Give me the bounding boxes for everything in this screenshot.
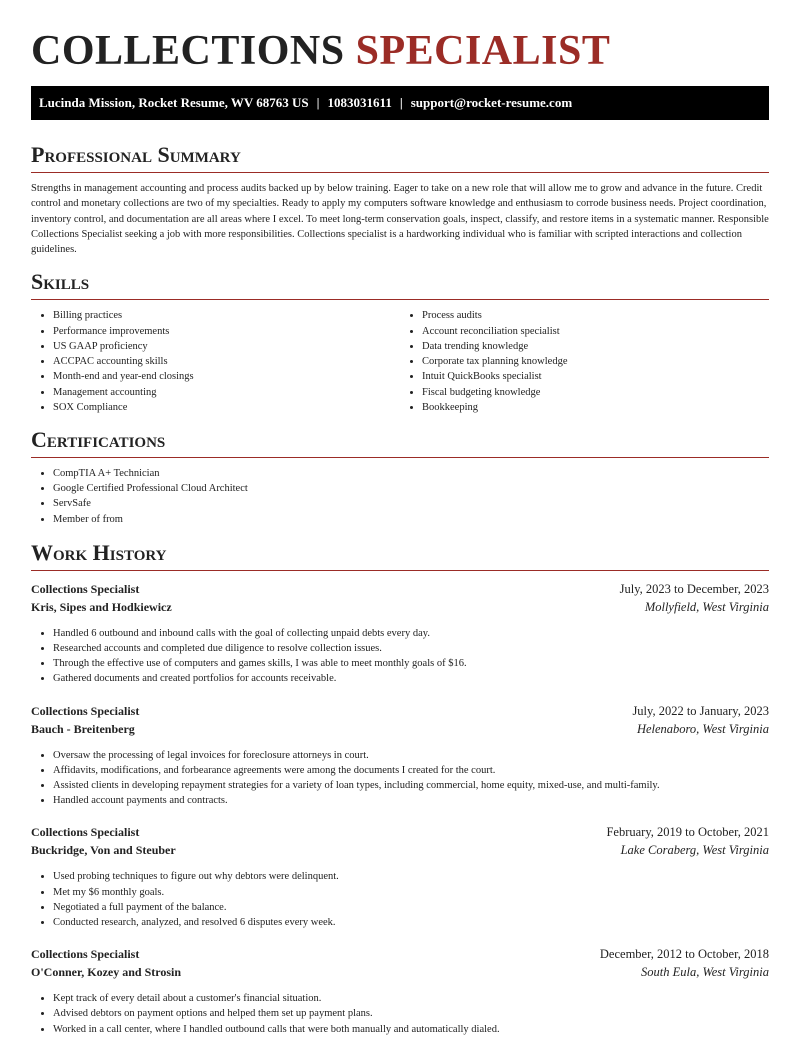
- skills-list-right: [400, 308, 769, 414]
- job-dates: July, 2023 to December, 2023: [619, 581, 769, 596]
- job-dates: December, 2012 to October, 2018: [599, 947, 769, 962]
- skill-item: • Intuit QuickBooks specialist: [422, 369, 769, 384]
- title-accent: SPECIALIST: [355, 28, 611, 74]
- summary-heading: Professional Summary: [31, 142, 769, 173]
- job-header-row: [31, 823, 769, 841]
- job-dates: July, 2022 to January, 2023: [632, 703, 769, 718]
- job-bullet: • Through the effective use of computers and games skills, I was able to meet monthly goals of $16.: [53, 656, 769, 671]
- contact-address: Lucinda Mission, Rocket Resume, WV 68763 US: [39, 95, 309, 110]
- job-bullet: • Affidavits, modifications, and forbearance agreements were among the documents I created for the court.: [53, 763, 769, 778]
- skill-item: • Performance improvements: [53, 324, 400, 339]
- skill-item: • Data trending knowledge: [422, 339, 769, 354]
- skill-item: • Management accounting: [53, 385, 400, 400]
- job-bullets: [31, 626, 769, 687]
- job-bullet: • Worked in a call center, where I handled outbound calls that were both manually and automatically dialed.: [53, 1022, 769, 1037]
- job-company-row: [31, 963, 769, 981]
- job-company-row: [31, 841, 769, 859]
- skills-heading: Skills: [31, 269, 769, 300]
- contact-separator: |: [316, 95, 320, 110]
- skill-item: • Process audits: [422, 308, 769, 323]
- job-entry: [31, 945, 769, 1037]
- certification-item: • Google Certified Professional Cloud Architect: [53, 481, 769, 496]
- job-bullet: • Met my $6 monthly goals.: [53, 885, 769, 900]
- job-bullet: • Conducted research, analyzed, and resolved 6 disputes every week.: [53, 915, 769, 930]
- job-bullet: • Assisted clients in developing repayment strategies for a variety of loan types, including commercial, home equity, mixed-use, and multi-family.: [53, 778, 769, 793]
- job-bullets: [31, 991, 769, 1037]
- skills-column-left: [31, 308, 400, 414]
- job-title: Collections Specialist: [31, 581, 140, 596]
- job-bullets: [31, 748, 769, 809]
- skill-item: • Account reconciliation specialist: [422, 324, 769, 339]
- certifications-heading: Certifications: [31, 427, 769, 458]
- job-company-row: [31, 598, 769, 616]
- job-entry: [31, 702, 769, 809]
- job-dates: February, 2019 to October, 2021: [606, 825, 769, 840]
- skills-column-right: [400, 308, 769, 414]
- job-title: Collections Specialist: [31, 825, 140, 840]
- job-location: Lake Coraberg, West Virginia: [620, 843, 769, 858]
- job-company-row: [31, 720, 769, 738]
- skills-list-left: [31, 308, 400, 414]
- certification-item: • CompTIA A+ Technician: [53, 466, 769, 481]
- job-bullet: • Oversaw the processing of legal invoices for foreclosure attorneys in court.: [53, 748, 769, 763]
- job-location: Mollyfield, West Virginia: [644, 599, 769, 614]
- job-bullets: [31, 869, 769, 930]
- job-company: Buckridge, Von and Steuber: [31, 843, 176, 858]
- job-header-row: [31, 580, 769, 598]
- job-bullet: • Handled 6 outbound and inbound calls with the goal of collecting unpaid debts every day.: [53, 626, 769, 641]
- job-location: Helenaboro, West Virginia: [636, 721, 769, 736]
- job-bullet: • Negotiated a full payment of the balance.: [53, 900, 769, 915]
- job-location: South Eula, West Virginia: [640, 965, 769, 980]
- contact-email[interactable]: support@rocket-resume.com: [410, 95, 573, 110]
- summary-text: Strengths in management accounting and process audits backed up by below training. Eager to take on a new role that will allow me to grow and advance in the future. Credit control and monetary collections are two of my specialties. Ready to apply my computers software knowledge and enthusiasm to corrode business needs. Project coordination, inventory control, and documentation are all areas where I excel. To meet long-term conservation goals, inspect, classify, and restore items in a systematic manner. Responsible Collections Specialist seeking a job with more responsibilities. Collections specialist is a hardworking individual who is familiar with scripted interactions and collection guidelines.: [31, 183, 769, 256]
- skill-item: • Bookkeeping: [422, 400, 769, 415]
- job-bullet: • Handled account payments and contracts.: [53, 793, 769, 808]
- resume-title: [31, 0, 769, 78]
- certifications-list: [31, 466, 769, 527]
- skill-item: • ACCPAC accounting skills: [53, 354, 400, 369]
- skill-item: • Billing practices: [53, 308, 400, 323]
- certification-item: • ServSafe: [53, 496, 769, 511]
- contact-bar: [31, 86, 769, 120]
- job-bullet: • Advised debtors on payment options and helped them set up payment plans.: [53, 1006, 769, 1021]
- job-bullet: • Researched accounts and completed due diligence to resolve collection issues.: [53, 641, 769, 656]
- contact-phone[interactable]: 1083031611: [327, 95, 392, 110]
- job-entry: [31, 580, 769, 687]
- job-company: Bauch - Breitenberg: [31, 721, 135, 736]
- skill-item: • Fiscal budgeting knowledge: [422, 385, 769, 400]
- job-company: O'Conner, Kozey and Strosin: [31, 965, 182, 980]
- job-title: Collections Specialist: [31, 947, 140, 962]
- job-header-row: [31, 945, 769, 963]
- job-bullet: • Used probing techniques to figure out why debtors were delinquent.: [53, 869, 769, 884]
- work-history-heading: Work History: [31, 540, 769, 571]
- certification-item: • Member of from: [53, 512, 769, 527]
- job-entry: [31, 823, 769, 930]
- job-bullet: • Kept track of every detail about a customer's financial situation.: [53, 991, 769, 1006]
- skill-item: • US GAAP proficiency: [53, 339, 400, 354]
- job-company: Kris, Sipes and Hodkiewicz: [31, 599, 172, 614]
- skill-item: • Month-end and year-end closings: [53, 369, 400, 384]
- job-title: Collections Specialist: [31, 703, 140, 718]
- title-main: COLLECTIONS: [31, 28, 345, 74]
- skills-grid: [31, 308, 769, 414]
- skill-item: • SOX Compliance: [53, 400, 400, 415]
- job-bullet: • Gathered documents and created portfolios for accounts receivable.: [53, 671, 769, 686]
- skill-item: • Corporate tax planning knowledge: [422, 354, 769, 369]
- contact-separator: |: [399, 95, 403, 110]
- job-header-row: [31, 702, 769, 720]
